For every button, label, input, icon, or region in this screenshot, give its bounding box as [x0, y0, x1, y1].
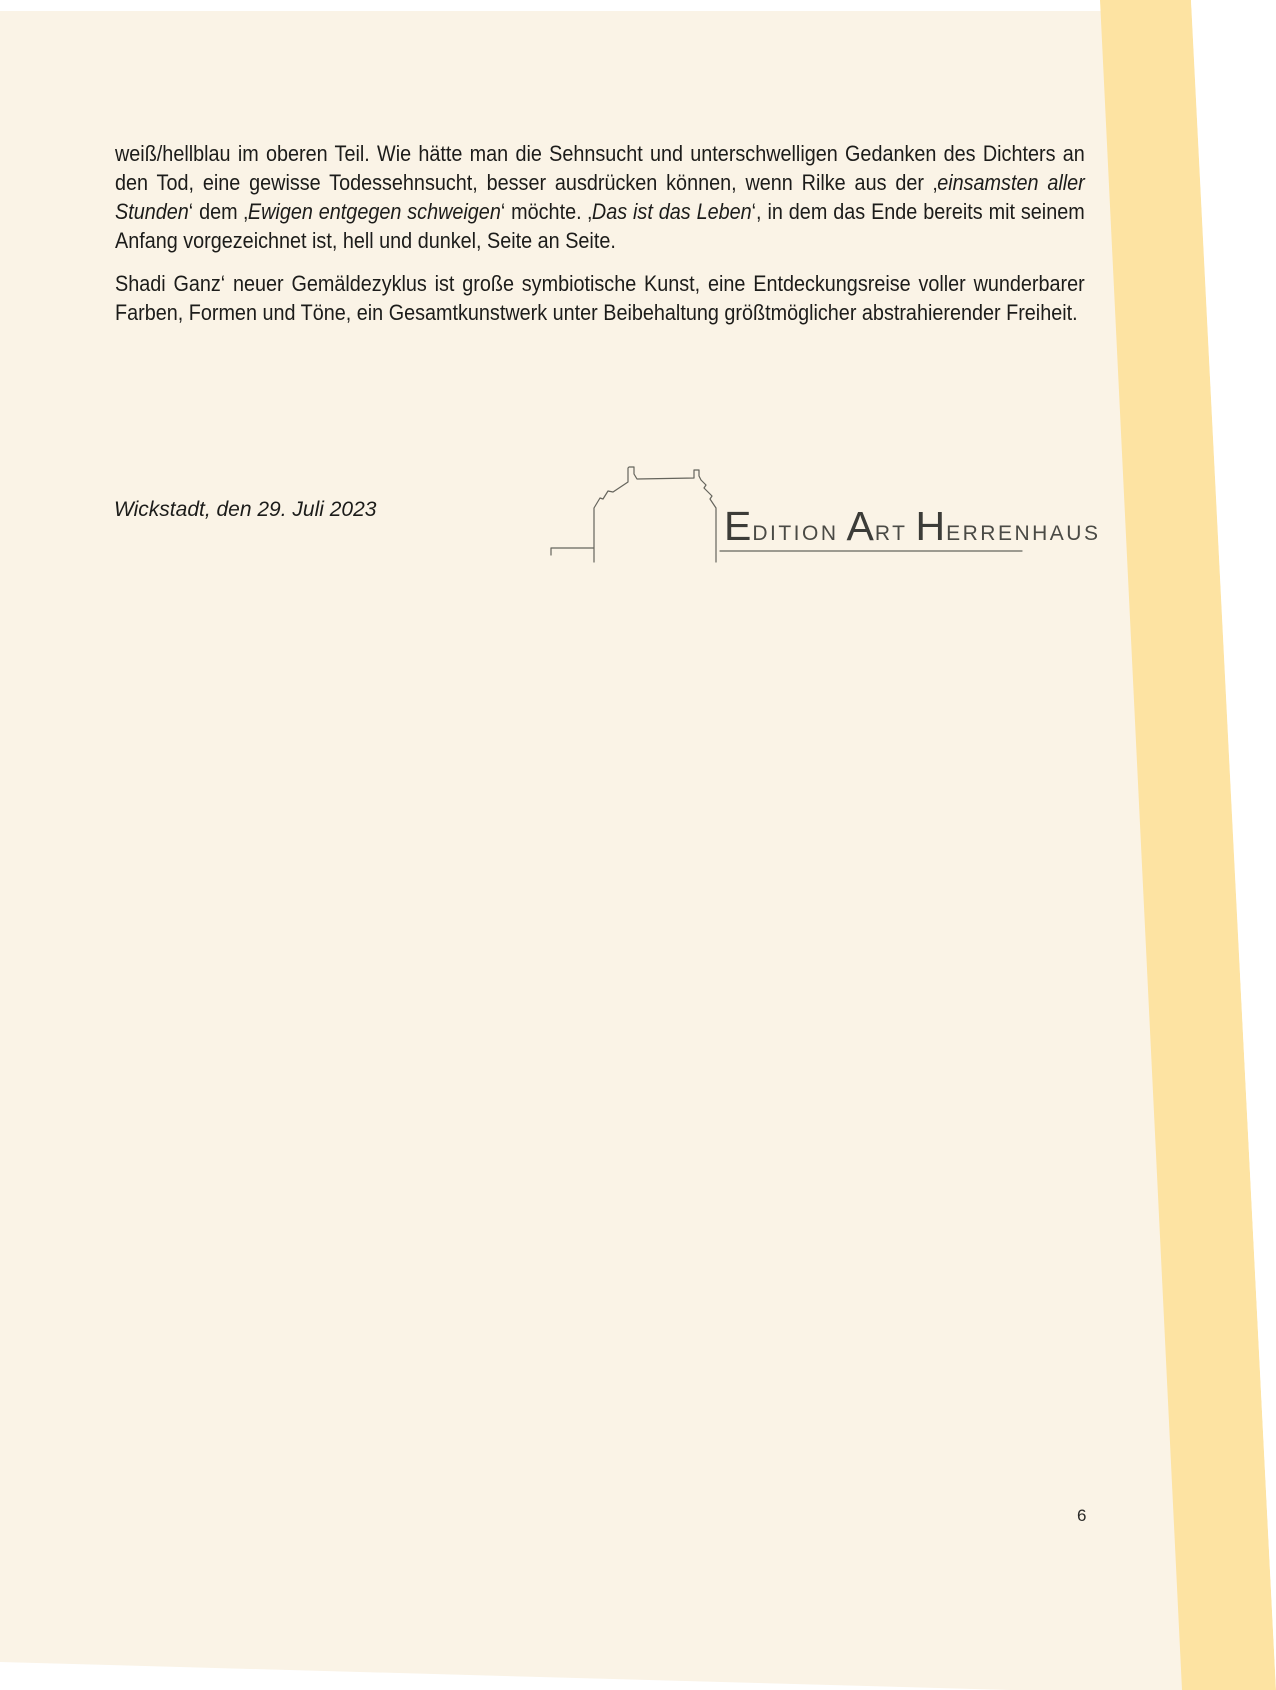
logo-word-edition: EDITION: [724, 503, 839, 549]
paragraph-rilke: weiß/hellblau im oberen Teil. Wie hätte man die Sehnsucht und unterschwelligen Gedanken des Dichters an den Tod, eine gewisse Todessehnsucht, besser ausdrücken können, wenn Rilke aus der ‚einsamsten aller Stunden‘ dem ‚Ewigen entgegen schweigen‘ möchte. ‚Das ist das Leben‘, in dem das Ende bereits mit seinem Anfang vorgezeichnet ist, hell und dunkel, Seite an Seite.: [115, 141, 1085, 253]
paragraph-shadi-ganz: Shadi Ganz‘ neuer Gemäldezyklus ist große symbiotische Kunst, eine Entdeckungsreise voller wunderbarer Farben, Formen und Töne, ein Gesamtkunstwerk unter Beibehaltung größtmöglicher abstrahierender Freiheit.: [115, 271, 1085, 325]
dateline: Wickstadt, den 29. Juli 2023: [114, 498, 377, 521]
logo-word-art: ART: [846, 503, 908, 549]
paper-sheet: [0, 11, 1240, 1690]
publisher-logo: [518, 428, 1101, 568]
logo-word-herrenhaus: HERRENHAUS: [915, 503, 1101, 549]
manor-house-outline-icon: [518, 428, 1030, 568]
publisher-logo-text: [724, 503, 1101, 549]
page-number: 6: [1077, 1506, 1087, 1525]
